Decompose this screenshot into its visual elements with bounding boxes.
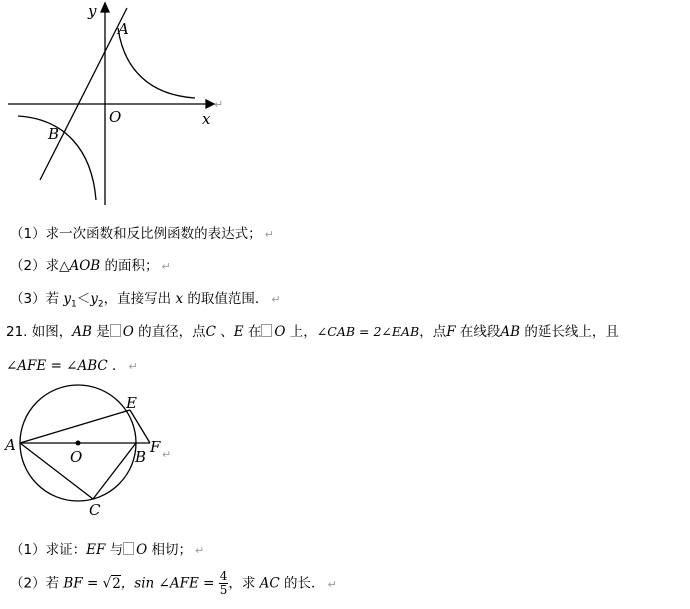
q21-part2: （2）若 BF = √2，sin ∠AFE = $\frac{4}{5}$ ，求 AC 的长． ↵ [10, 569, 337, 597]
fraction-four-fifths: $\frac{4}{5}$ [219, 569, 228, 597]
q21-part1: （1）求证：EF 与 O 相切； ↵ [10, 542, 205, 558]
q20-part2: （2）求△AOB 的面积； ↵ [10, 258, 171, 274]
figure-coordinate-graph [0, 0, 240, 210]
label-O: O [109, 108, 122, 126]
label-C: C [89, 501, 101, 519]
circle-symbol-box [110, 324, 121, 337]
label-F: F [150, 438, 161, 456]
hyperbola-branch-1 [118, 28, 195, 98]
label-y: y [88, 2, 97, 20]
label-E: E [126, 394, 137, 412]
return-mark: ↵ [162, 448, 172, 461]
figure-circle-geometry [0, 380, 200, 525]
circle-symbol-box [123, 542, 134, 555]
label-x: x [202, 110, 211, 128]
q21-statement-line2: ∠AFE = ∠ABC ． ↵ [6, 358, 138, 374]
y-axis-arrow [101, 3, 109, 12]
q20-part1: （1）求一次函数和反比例函数的表达式； ↵ [10, 226, 274, 242]
label-A: A [5, 436, 16, 454]
label-A: A [118, 20, 129, 38]
return-mark: ↵ [214, 98, 224, 111]
circle-symbol-box [261, 324, 272, 337]
label-B: B [48, 125, 60, 143]
segment-AE [20, 410, 130, 443]
q21-statement-line1: 21. 如图，AB 是 O 的直径，点C 、E 在 O 上，∠CAB = 2∠EAB，点F 在线段AB 的延长线上，且 [6, 324, 619, 340]
center-point-O [76, 441, 81, 446]
x-axis-arrow [206, 100, 214, 108]
label-O: O [70, 448, 83, 466]
sqrt-expression: √2 [102, 575, 121, 592]
label-B: B [135, 448, 147, 466]
segment-CB [93, 443, 136, 499]
q20-part3: （3）若 $y_1<y_2$，直接写出 x 的取值范围． ↵ [10, 291, 281, 310]
